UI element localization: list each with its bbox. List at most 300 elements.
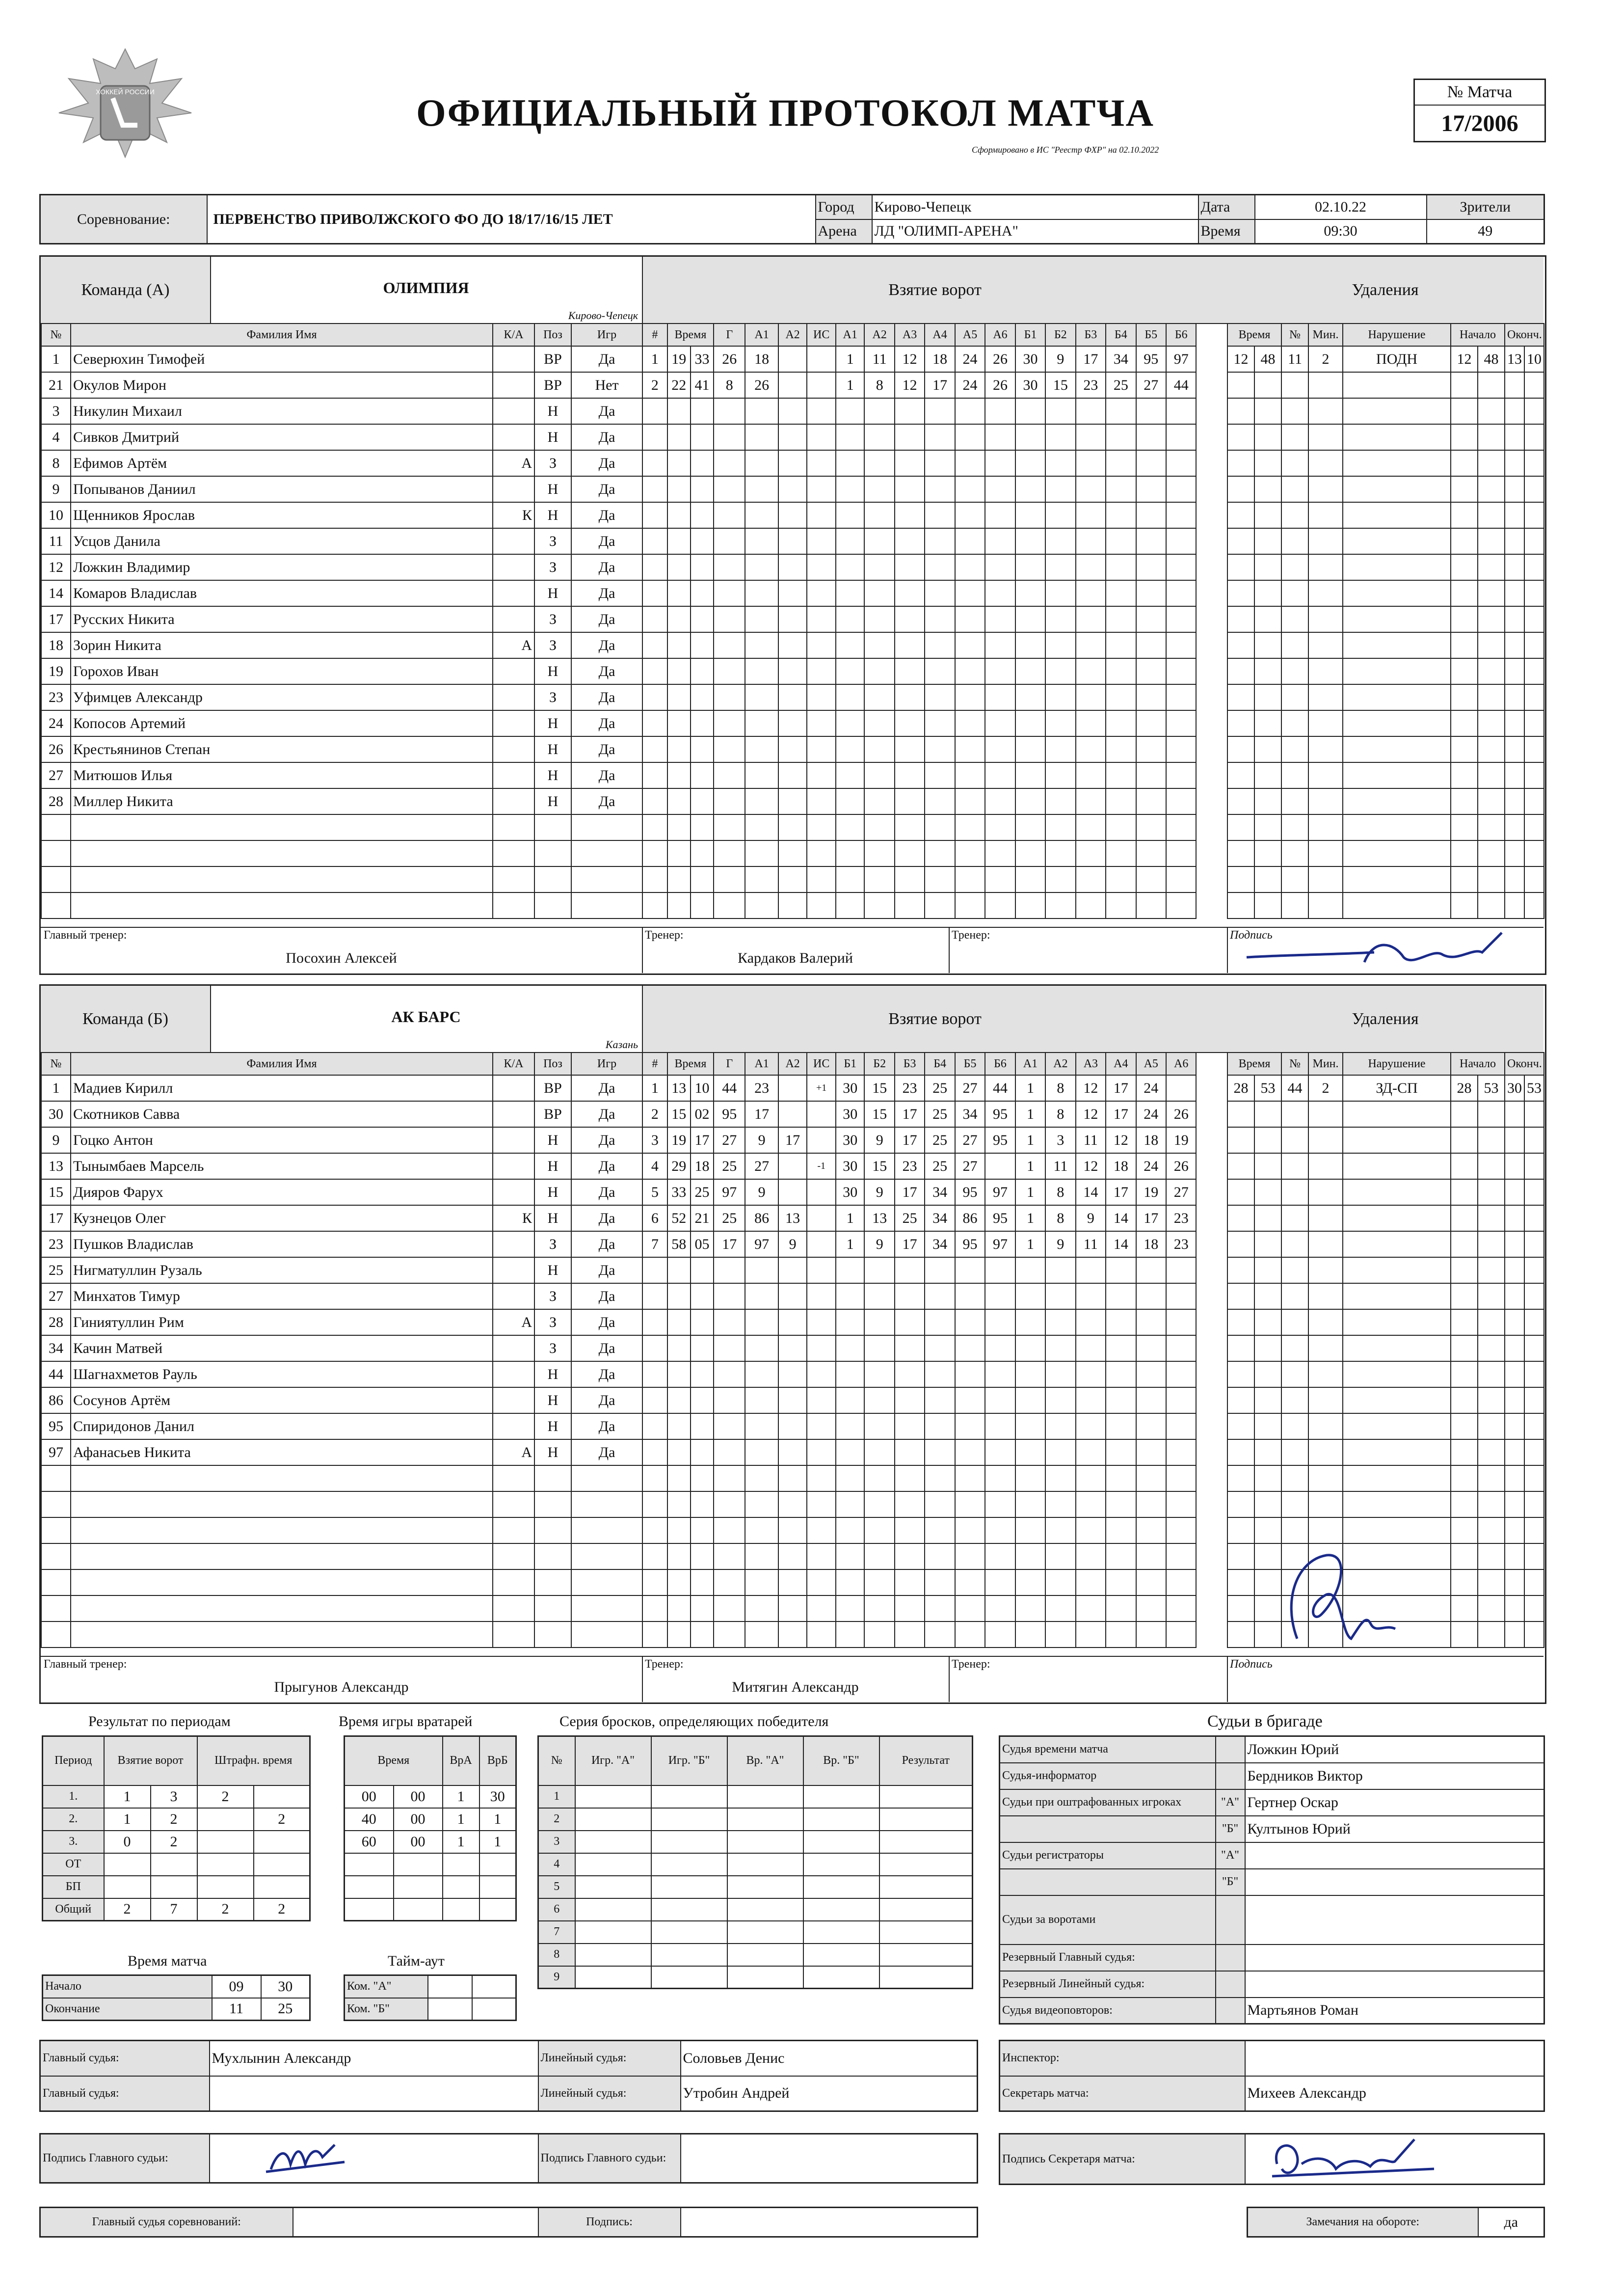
player-played: Да	[571, 1205, 642, 1231]
goal-cell: 1	[1015, 1127, 1045, 1153]
penalty-cell	[1281, 632, 1308, 658]
penalty-cell	[1505, 788, 1524, 814]
goal-row	[642, 1621, 1226, 1648]
goal-cell	[745, 632, 778, 658]
goal-cell	[1136, 1465, 1166, 1491]
player-played: Да	[571, 710, 642, 736]
end-minutes: 25	[261, 1998, 310, 2021]
goal-cell	[642, 658, 667, 684]
goal-cell	[1106, 736, 1136, 762]
goal-cell: 8	[714, 372, 745, 398]
period-goals-b	[151, 1853, 197, 1876]
goal-cell	[667, 1309, 691, 1335]
goal-cell	[864, 632, 894, 658]
goal-cell	[985, 1621, 1015, 1648]
penalty-cell	[1308, 1465, 1343, 1491]
start-label: Начало	[43, 1975, 212, 1998]
player-name: Дияров Фарух	[71, 1179, 493, 1205]
player-name: Кузнецов Олег	[71, 1205, 493, 1231]
goal-cell	[1136, 554, 1166, 580]
official-name	[1245, 1971, 1544, 1998]
goal-cell: 95	[985, 1101, 1015, 1127]
head-coach-name: Посохин Алексей	[286, 950, 397, 966]
player-number	[41, 814, 71, 840]
player-row	[41, 1465, 642, 1491]
penalty-cell	[1451, 658, 1478, 684]
player-played: Да	[571, 762, 642, 788]
penalty-cell	[1451, 892, 1478, 918]
penalty-cell	[1308, 736, 1343, 762]
goalie-minutes	[345, 1853, 394, 1876]
penalty-cell	[1281, 476, 1308, 502]
penalty-cell	[1281, 1517, 1308, 1543]
period-penalty-b: 2	[254, 1898, 310, 1921]
goal-cell	[778, 1595, 807, 1621]
goal-cell: 26	[714, 346, 745, 372]
player-played: Да	[571, 1101, 642, 1127]
period-row	[43, 1876, 310, 1898]
period-label: 3.	[43, 1831, 104, 1853]
goal-cell	[836, 1569, 865, 1595]
goal-cell	[714, 814, 745, 840]
goal-cell	[691, 892, 714, 918]
goal-cell	[1015, 528, 1045, 554]
team-b-city: Казань	[605, 1038, 638, 1051]
goal-cell	[1166, 1569, 1196, 1595]
secretary-signature	[1248, 2134, 1493, 2181]
goal-cell: 24	[1136, 1101, 1166, 1127]
goal-cell: 17	[925, 372, 955, 398]
goal-row	[642, 1257, 1226, 1283]
match-time-table	[42, 1974, 311, 2021]
goal-cell	[691, 840, 714, 866]
time-value: 09:30	[1255, 219, 1427, 244]
goal-cell	[895, 1335, 925, 1361]
goal-cell: 1	[836, 372, 865, 398]
goalie-a: 1	[443, 1808, 479, 1831]
penalties-col-header: Мин.	[1308, 324, 1343, 346]
penalties-col-header: Время	[1227, 1053, 1281, 1075]
goal-cell: 26	[1166, 1101, 1196, 1127]
goal-cell	[642, 1309, 667, 1335]
penalty-cell	[1524, 1309, 1544, 1335]
penalty-row	[1227, 606, 1544, 632]
goal-cell	[745, 866, 778, 892]
player-captain-mark: А	[493, 450, 534, 476]
goal-cell	[895, 1517, 925, 1543]
penalty-cell	[1343, 1517, 1451, 1543]
goal-cell	[778, 892, 807, 918]
shootout-row	[538, 1785, 973, 1808]
goal-cell: 14	[1106, 1231, 1136, 1257]
goal-cell	[1076, 450, 1106, 476]
col-name: Фамилия Имя	[71, 324, 493, 346]
goal-cell	[691, 424, 714, 450]
goal-cell	[1076, 1413, 1106, 1439]
inspector-name	[1245, 2041, 1544, 2076]
goal-cell	[745, 476, 778, 502]
player-row	[41, 476, 642, 502]
goal-cell: 15	[864, 1153, 894, 1179]
player-captain-mark	[493, 1595, 534, 1621]
player-number: 23	[41, 684, 71, 710]
goal-cell	[691, 1387, 714, 1413]
period-label: Общий	[43, 1898, 104, 1921]
penalty-cell	[1281, 866, 1308, 892]
goal-cell	[642, 450, 667, 476]
goal-cell	[714, 762, 745, 788]
goal-cell	[1166, 814, 1196, 840]
goal-cell	[985, 606, 1015, 632]
goal-cell	[1015, 1283, 1045, 1309]
penalty-cell	[1281, 684, 1308, 710]
period-penalty-b	[254, 1876, 310, 1898]
player-position: Н	[534, 788, 571, 814]
goal-cell	[864, 1361, 894, 1387]
arena-value: ЛД "ОЛИМП-АРЕНА"	[872, 219, 1198, 244]
goal-cell	[925, 1335, 955, 1361]
player-row	[41, 814, 642, 840]
goal-cell	[836, 762, 865, 788]
goal-cell: 9	[864, 1179, 894, 1205]
goal-cell	[714, 684, 745, 710]
penalties-col-header: Нарушение	[1343, 1053, 1451, 1075]
official-name	[1245, 1945, 1544, 1971]
penalty-cell	[1308, 684, 1343, 710]
penalty-cell	[1227, 788, 1254, 814]
goal-cell	[778, 1101, 807, 1127]
goal-cell	[1136, 580, 1166, 606]
player-position: Н	[534, 736, 571, 762]
goal-cell	[1015, 710, 1045, 736]
player-captain-mark	[493, 866, 534, 892]
penalty-cell	[1254, 476, 1281, 502]
penalty-cell	[1254, 398, 1281, 424]
goal-cell	[985, 1439, 1015, 1465]
penalty-cell	[1451, 502, 1478, 528]
penalty-cell	[1227, 684, 1254, 710]
player-played: Да	[571, 1387, 642, 1413]
player-row	[41, 450, 642, 476]
player-row	[41, 1543, 642, 1569]
penalty-cell	[1478, 1309, 1505, 1335]
goal-cell	[691, 1413, 714, 1439]
goal-cell	[1015, 788, 1045, 814]
penalty-cell	[1505, 840, 1524, 866]
goal-cell	[1045, 1595, 1075, 1621]
penalty-cell	[1524, 1491, 1544, 1517]
goal-cell	[864, 450, 894, 476]
goal-cell	[836, 1595, 865, 1621]
period-goals-b: 3	[151, 1785, 197, 1808]
goalie-row	[345, 1785, 516, 1808]
goal-cell	[1136, 1361, 1166, 1387]
goal-cell	[836, 1517, 865, 1543]
penalty-cell	[1254, 1257, 1281, 1283]
period-goals-a: 1	[104, 1785, 151, 1808]
player-number: 95	[41, 1413, 71, 1439]
goal-cell: 30	[836, 1153, 865, 1179]
player-played: Да	[571, 606, 642, 632]
player-captain-mark	[493, 788, 534, 814]
penalty-cell	[1478, 372, 1505, 398]
goal-row	[642, 1283, 1226, 1309]
official-name: Бердников Виктор	[1245, 1763, 1544, 1789]
goal-cell	[1136, 1309, 1166, 1335]
main-referee-signature	[212, 2135, 359, 2179]
goal-row	[642, 1309, 1226, 1335]
penalty-cell	[1281, 1335, 1308, 1361]
start-hours: 09	[212, 1975, 261, 1998]
goal-row	[642, 1465, 1226, 1491]
goal-cell	[667, 1439, 691, 1465]
goal-cell	[836, 450, 865, 476]
penalty-cell	[1524, 1335, 1544, 1361]
goal-cell	[864, 658, 894, 684]
arena-label: Арена	[816, 219, 872, 244]
player-row	[41, 372, 642, 398]
player-played: Да	[571, 424, 642, 450]
goal-cell	[745, 1257, 778, 1283]
goalie-row	[345, 1831, 516, 1853]
player-captain-mark	[493, 658, 534, 684]
player-name: Нигматуллин Рузаль	[71, 1257, 493, 1283]
linesman-label-2: Линейный судья:	[538, 2076, 681, 2111]
goal-row	[642, 1335, 1226, 1361]
goal-cell: 27	[714, 1127, 745, 1153]
goal-cell	[955, 736, 985, 762]
goal-cell: 11	[1076, 1231, 1106, 1257]
shootout-cell	[727, 1966, 803, 1989]
goalie-minutes	[345, 1876, 394, 1898]
goals-col-header: А4	[925, 324, 955, 346]
goal-cell	[1076, 424, 1106, 450]
penalty-cell	[1505, 1491, 1524, 1517]
penalty-row	[1227, 814, 1544, 840]
goal-cell	[1015, 1335, 1045, 1361]
goal-cell	[1045, 632, 1075, 658]
goal-cell	[714, 528, 745, 554]
goal-cell	[745, 1283, 778, 1309]
goal-cell	[1045, 736, 1075, 762]
goal-cell	[714, 1387, 745, 1413]
goal-cell	[895, 632, 925, 658]
player-number: 8	[41, 450, 71, 476]
goal-row	[642, 372, 1226, 398]
goal-cell	[925, 1465, 955, 1491]
player-position: Н	[534, 710, 571, 736]
goal-cell: 25	[714, 1153, 745, 1179]
goal-cell: 3	[1045, 1127, 1075, 1153]
penalty-cell: 30	[1505, 1075, 1524, 1101]
player-position: Н	[534, 1153, 571, 1179]
player-row	[41, 1621, 642, 1648]
player-number: 17	[41, 1205, 71, 1231]
player-captain-mark	[493, 1569, 534, 1595]
team-b-goals-table	[642, 1052, 1227, 1648]
shootout-cell	[651, 1785, 727, 1808]
penalty-row	[1227, 1309, 1544, 1335]
goals-col-header: А1	[745, 1053, 778, 1075]
goal-cell	[1106, 788, 1136, 814]
goal-cell	[745, 892, 778, 918]
penalty-cell	[1524, 684, 1544, 710]
penalty-cell	[1524, 398, 1544, 424]
player-name	[71, 1569, 493, 1595]
goal-cell	[1136, 658, 1166, 684]
goal-cell	[925, 1361, 955, 1387]
goal-cell	[778, 372, 807, 398]
goal-cell	[836, 1361, 865, 1387]
official-row	[1000, 1971, 1544, 1998]
goal-cell	[925, 398, 955, 424]
goal-cell	[1136, 424, 1166, 450]
penalty-cell	[1478, 1595, 1505, 1621]
shootout-row	[538, 1853, 973, 1876]
penalty-cell	[1524, 632, 1544, 658]
goal-cell	[745, 840, 778, 866]
remarks-value: да	[1478, 2208, 1544, 2237]
penalty-cell	[1478, 684, 1505, 710]
shootout-cell	[879, 1966, 973, 1989]
goal-cell: 3	[642, 1127, 667, 1153]
goal-cell	[895, 528, 925, 554]
penalty-cell	[1227, 1569, 1254, 1595]
goal-cell	[667, 1595, 691, 1621]
penalty-cell	[1227, 606, 1254, 632]
goal-cell	[1015, 762, 1045, 788]
goals-col-header: Б1	[1015, 324, 1045, 346]
linesman-label: Линейный судья:	[538, 2041, 681, 2076]
official-side: "А"	[1216, 1842, 1245, 1869]
player-position: З	[534, 1231, 571, 1257]
team-a-name: ОЛИМПИЯ	[383, 279, 469, 297]
col-pos: Поз	[534, 1053, 571, 1075]
team-a-goals-table	[642, 323, 1227, 919]
signatures-table	[39, 2133, 978, 2184]
penalty-row	[1227, 1127, 1544, 1153]
goal-cell	[807, 476, 836, 502]
goal-cell: 1	[1015, 1205, 1045, 1231]
goal-row	[642, 580, 1226, 606]
player-row	[41, 866, 642, 892]
goal-cell	[1076, 1335, 1106, 1361]
player-name: Качин Матвей	[71, 1335, 493, 1361]
penalty-cell	[1227, 1439, 1254, 1465]
goal-cell	[691, 762, 714, 788]
head-coach-name: Прыгунов Александр	[274, 1679, 409, 1695]
goal-cell	[955, 450, 985, 476]
goal-cell	[745, 528, 778, 554]
goal-cell: 24	[955, 346, 985, 372]
goal-cell	[925, 1387, 955, 1413]
goal-cell	[667, 580, 691, 606]
goals-col-header: Б6	[1166, 324, 1196, 346]
goal-cell	[1166, 632, 1196, 658]
goal-cell	[745, 1569, 778, 1595]
goal-cell	[745, 788, 778, 814]
penalty-cell	[1524, 1231, 1544, 1257]
goal-cell	[1106, 606, 1136, 632]
penalty-row	[1227, 346, 1544, 372]
goal-cell	[714, 1491, 745, 1517]
goal-cell	[642, 1491, 667, 1517]
shootout-row	[538, 1876, 973, 1898]
penalty-row	[1227, 658, 1544, 684]
goal-row	[642, 788, 1226, 814]
period-goals-b: 7	[151, 1898, 197, 1921]
goal-cell	[642, 502, 667, 528]
goalie-b: 1	[479, 1831, 516, 1853]
goal-cell	[807, 1439, 836, 1465]
team-b-name: АК БАРС	[391, 1008, 461, 1026]
penalty-cell	[1505, 424, 1524, 450]
penalty-cell	[1281, 1491, 1308, 1517]
goal-cell	[1045, 1491, 1075, 1517]
penalty-cell	[1505, 1335, 1524, 1361]
goal-cell: +1	[807, 1075, 836, 1101]
period-penalty-a	[197, 1876, 254, 1898]
penalty-cell	[1451, 632, 1478, 658]
goal-cell	[864, 528, 894, 554]
goal-cell	[925, 606, 955, 632]
goal-cell	[642, 736, 667, 762]
col-goalie-b: Вр. "Б"	[803, 1736, 879, 1785]
goal-cell	[714, 736, 745, 762]
penalty-cell	[1343, 1153, 1451, 1179]
goal-cell	[1045, 814, 1075, 840]
shootout-cell	[575, 1808, 651, 1831]
goal-cell	[1076, 1621, 1106, 1648]
goals-col-header: ИС	[807, 1053, 836, 1075]
goal-cell: 30	[1015, 372, 1045, 398]
goal-cell	[895, 1387, 925, 1413]
goal-row	[642, 450, 1226, 476]
penalty-cell	[1281, 1283, 1308, 1309]
penalty-cell	[1478, 1413, 1505, 1439]
penalty-cell	[1478, 554, 1505, 580]
penalty-cell	[1524, 424, 1544, 450]
time-label: Время	[1198, 219, 1255, 244]
penalty-cell	[1343, 580, 1451, 606]
player-number: 21	[41, 372, 71, 398]
goal-cell: 12	[895, 372, 925, 398]
player-row	[41, 528, 642, 554]
goal-row	[642, 1439, 1226, 1465]
goal-cell	[745, 1595, 778, 1621]
goal-cell	[1076, 1595, 1106, 1621]
player-name: Афанасьев Никита	[71, 1439, 493, 1465]
goalie-seconds	[394, 1853, 443, 1876]
penalty-cell	[1451, 1543, 1478, 1569]
penalty-cell	[1478, 866, 1505, 892]
goal-cell	[1106, 476, 1136, 502]
goals-col-header: А2	[1045, 1053, 1075, 1075]
player-played: Да	[571, 684, 642, 710]
goal-cell	[1106, 1491, 1136, 1517]
penalty-cell	[1227, 450, 1254, 476]
col-result: Результат	[879, 1736, 973, 1785]
player-number: 28	[41, 1309, 71, 1335]
player-name: Гоцко Антон	[71, 1127, 493, 1153]
goal-cell	[1076, 554, 1106, 580]
goal-cell	[1166, 398, 1196, 424]
goal-cell: 26	[985, 372, 1015, 398]
penalty-cell	[1254, 1309, 1281, 1335]
goal-cell	[667, 1387, 691, 1413]
goal-cell	[778, 762, 807, 788]
main-referee-2	[210, 2076, 538, 2111]
